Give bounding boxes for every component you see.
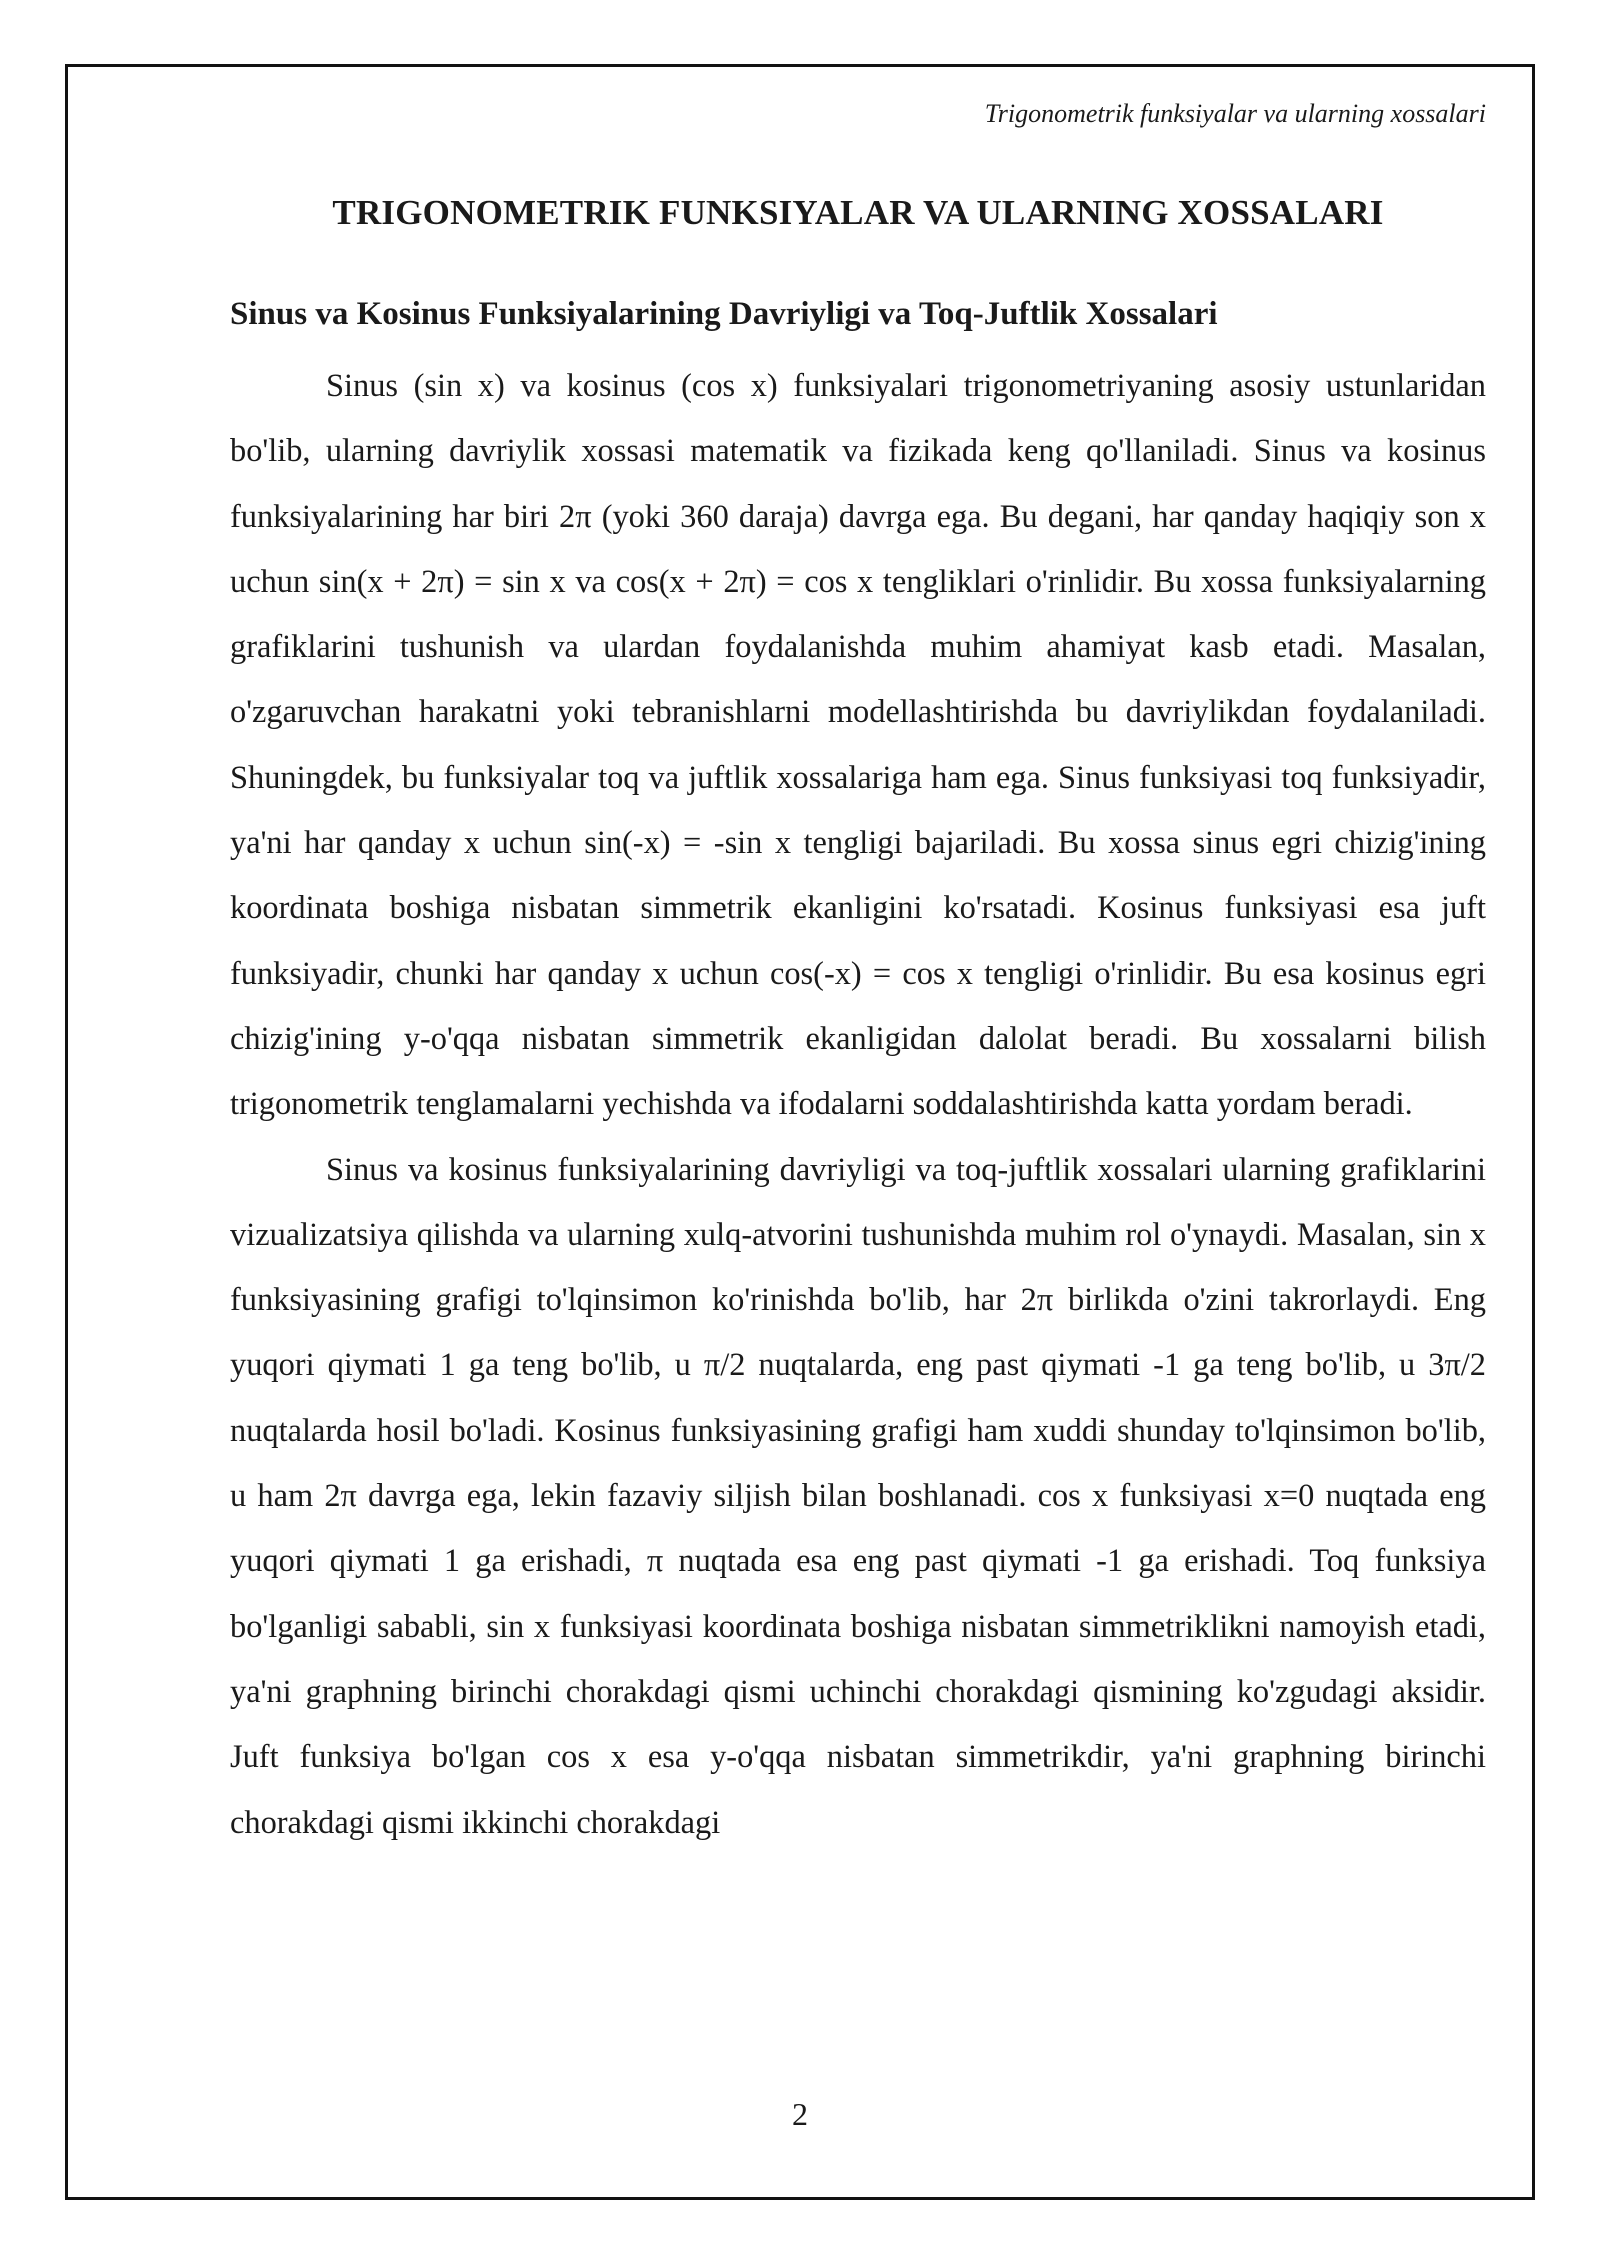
- running-header: Trigonometrik funksiyalar va ularning xossalari: [984, 99, 1486, 128]
- paragraph: Sinus (sin x) va kosinus (cos x) funksiyalari trigonometriyaning asosiy ustunlaridan bo'lib, ularning davriylik xossasi matematik va fizikada keng qo'llaniladi. Sinus va kosinus funksiyalarining har biri 2π (yoki 360 daraja) davrga ega. Bu degani, har qanday haqiqiy son x uchun sin(x + 2π) = sin x va cos(x + 2π) = cos x tengliklari o'rinlidir. Bu xossa funksiyalarning grafiklarini tushunish va ulardan foydalanishda muhim ahamiyat kasb etadi. Masalan, o'zgaruvchan harakatni yoki tebranishlarni modellashtirishda bu davriylikdan foydalaniladi. Shuningdek, bu funksiyalar toq va juftlik xossalariga ham ega. Sinus funksiyasi toq funksiyadir, ya'ni har qanday x uchun sin(-x) = -sin x tengligi bajariladi. Bu xossa sinus egri chizig'ining koordinata boshiga nisbatan simmetrik ekanligini ko'rsatadi. Kosinus funksiyasi esa juft funksiyadir, chunki har qanday x uchun cos(-x) = cos x tengligi o'rinlidir. Bu esa kosinus egri chizig'ining y-o'qqa nisbatan simmetrik ekanligidan dalolat beradi. Bu xossalarni bilish trigonometrik tenglamalarni yechishda va ifodalarni soddalashtirishda katta yordam beradi.: [230, 368, 1486, 1123]
- paragraph: Sinus va kosinus funksiyalarining davriyligi va toq-juftlik xossalari ularning grafiklarini vizualizatsiya qilishda va ularning xulq-atvorini tushunishda muhim rol o'ynaydi. Masalan, sin x funksiyasining grafigi to'lqinsimon ko'rinishda bo'lib, har 2π birlikda o'zini takrorlaydi. Eng yuqori qiymati 1 ga teng bo'lib, u π/2 nuqtalarda, eng past qiymati -1 ga teng bo'lib, u 3π/2 nuqtalarda hosil bo'ladi. Kosinus funksiyasining grafigi ham xuddi shunday to'lqinsimon bo'lib, u ham 2π davrga ega, lekin fazaviy siljish bilan boshlanadi. cos x funksiyasi x=0 nuqtada eng yuqori qiymati 1 ga erishadi, π nuqtada esa eng past qiymati -1 ga erishadi. Toq funksiya bo'lganligi sababli, sin x funksiyasi koordinata boshiga nisbatan simmetriklikni namoyish etadi, ya'ni graphning birinchi chorakdagi qismi uchinchi chorakdagi qismining ko'zgudagi aksidir. Juft funksiya bo'lgan cos x esa y-o'qqa nisbatan simmetrikdir, ya'ni graphning birinchi chorakdagi qismi ikkinchi chorakdagi: [230, 1151, 1486, 1841]
- document-title: TRIGONOMETRIK FUNKSIYALAR VA ULARNING XOSSALARI: [332, 193, 1384, 232]
- page-number: 2: [792, 2096, 808, 2132]
- document-body: [230, 186, 1486, 1856]
- section-heading: Sinus va Kosinus Funksiyalarining Davriyligi va Toq-Juftlik Xossalari: [230, 296, 1218, 332]
